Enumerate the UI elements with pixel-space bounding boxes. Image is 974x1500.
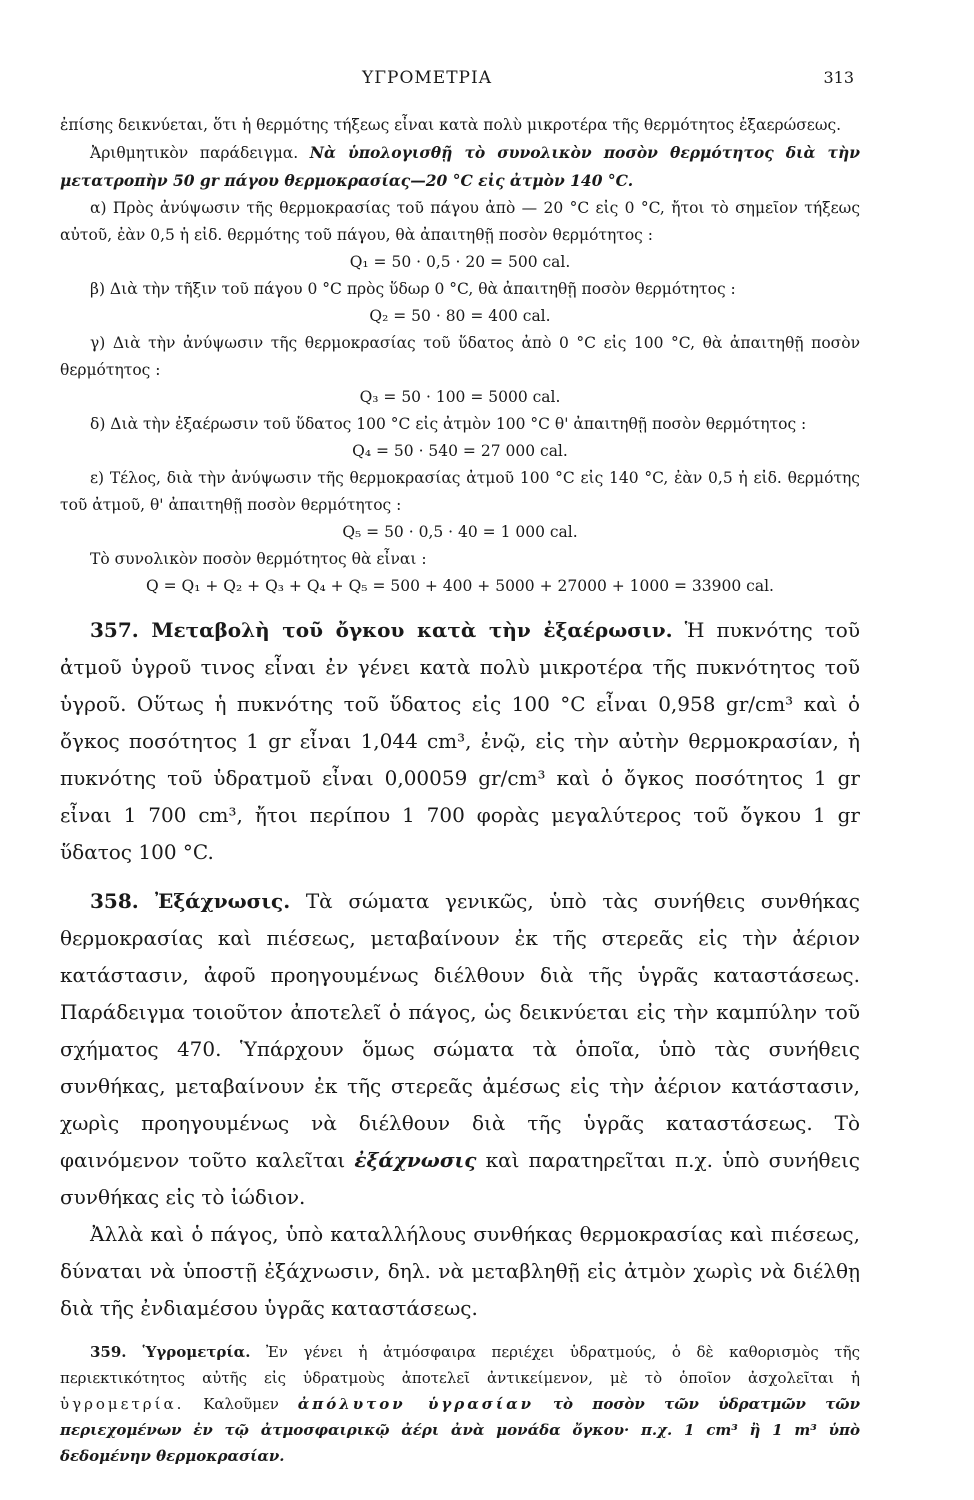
section-359-term: ὑγρομετρία. [60,1395,185,1413]
step-b-text: β) Διὰ τὴν τῆξιν τοῦ πάγου 0 °C πρὸς ὕδωρ 0 °C, θὰ ἀπαιτηθῇ ποσὸν θερμότητος : [90,280,736,298]
section-359-definition-term: ἀπόλυτον ὑγρασίαν [297,1395,535,1413]
step-e-text: ε) Τέλος, διὰ τὴν ἀνύψωσιν τῆς θερμοκρασίας ἀτμοῦ 100 °C εἰς 140 °C, ἐὰν 0,5 ἡ εἰδ. θερμότης τοῦ ἀτμοῦ, θ' ἀπαιτηθῇ ποσὸν θερμότητος : [60,469,860,514]
step-a-text: α) Πρὸς ἀνύψωσιν τῆς θερμοκρασίας τοῦ πάγου ἀπὸ — 20 °C εἰς 0 °C, ἤτοι τὸ σημεῖον τήξεως αὐτοῦ, ἐὰν 0,5 ἡ εἰδ. θερμότης τοῦ πάγου, θὰ ἀπαιτηθῇ ποσὸν θερμότητος : [60,199,860,244]
section-358-term: ἐξάχνωσις [354,1148,477,1172]
page-header [0,68,974,92]
total-text: Τὸ συνολικὸν ποσὸν θερμότητος θὰ εἶναι : [90,550,427,568]
section-359-text-1: Ἐν γένει ἡ ἀτμόσφαιρα περιέχει ὑδρατμούς, ὁ δὲ καθορισμὸς τῆς περιεκτικότητος αὐτῆς εἰς ὑδρατμοὺς ἀποτελεῖ ἀντικείμενον, μὲ τὸ ὁποῖον ἀσχολεῖται ἡ [60,1343,860,1387]
example-task: Νὰ ὑπολογισθῇ τὸ συνολικὸν ποσὸν θερμότητος διὰ τὴν μετατροπὴν 50 gr πάγου θερμοκρασίας—20 °C εἰς ἀτμὸν 140 °C. [60,143,860,190]
equation-q2: Q₂ = 50 · 80 = 400 cal. [369,307,551,325]
section-359 [60,1339,860,1469]
section-358-paragraph-2: Ἀλλὰ καὶ ὁ πάγος, ὑπὸ καταλλήλους συνθήκας θερμοκρασίας καὶ πιέσεως, δύναται νὰ ὑποστῇ ἐξάχνωσιν, δηλ. νὰ μεταβληθῇ εἰς ἀτμὸν χωρὶς νὰ διέλθῃ διὰ τῆς ἐνδιαμέσου ὑγρᾶς καταστάσεως. [60,1222,860,1320]
equation-q3: Q₃ = 50 · 100 = 5000 cal. [359,388,561,406]
example-lead: Ἀριθμητικὸν παράδειγμα. [90,144,299,162]
intro-paragraph: ἐπίσης δεικνύεται, ὅτι ἡ θερμότης τήξεως εἶναι κατὰ πολὺ μικροτέρα τῆς θερμότητος ἐξαερώσεως. [60,116,842,134]
step-c-text: γ) Διὰ τὴν ἀνύψωσιν τῆς θερμοκρασίας τοῦ ὕδατος ἀπὸ 0 °C εἰς 100 °C, θὰ ἀπαιτηθῇ ποσὸν θερμότητος : [60,334,860,379]
section-359-heading: 359. Ὑγρομετρία. [90,1343,251,1361]
section-358-text-after: καὶ παρατηρεῖται π.χ. ὑπὸ συνήθεις συνθήκας εἰς τὸ ἰώδιον. [60,1148,860,1209]
section-358-text: Τὰ σώματα γενικῶς, ὑπὸ τὰς συνήθεις συνθήκας θερμοκρασίας καὶ πιέσεως, μεταβαίνουν ἐκ τῆς στερεᾶς εἰς τὴν ἀέριον κατάστασιν, ἀφοῦ προηγουμένως διέλθουν διὰ τῆς ὑγρᾶς καταστάσεως. Παράδειγμα τοιοῦτον ἀποτελεῖ ὁ πάγος, ὡς δεικνύεται εἰς τὴν καμπύλην τοῦ σχήματος 470. Ὑπάρχουν ὅμως σώματα τὰ ὁποῖα, ὑπὸ τὰς συνήθεις συνθήκας, μεταβαίνουν ἐκ τῆς στερεᾶς ἀμέσως εἰς τὴν ἀέριον κατάστασιν, χωρὶς προηγουμένως νὰ διέλθουν διὰ τῆς ὑγρᾶς καταστάσεως. Τὸ φαινόμενον τοῦτο καλεῖται [60,889,860,1172]
equation-q5: Q₅ = 50 · 0,5 · 40 = 1 000 cal. [342,523,578,541]
example-paragraph [60,139,860,195]
running-title: ΥΓΡΟΜΕΤΡΙΑ [362,68,492,88]
section-357-text: Ἡ πυκνότης τοῦ ἀτμοῦ ὑγροῦ τινος εἶναι ἐν γένει κατὰ πολὺ μικροτέρα τῆς πυκνότητος τοῦ ὑγροῦ. Οὕτως ἡ πυκνότης τοῦ ὕδατος εἰς 100 °C εἶναι 0,958 gr/cm³ καὶ ὁ ὄγκος ποσότητος 1 gr εἶναι 1,044 cm³, ἐνῷ, εἰς τὴν αὐτὴν θερμοκρασίαν, ἡ πυκνότης τοῦ ὑδρατμοῦ εἶναι 0,00059 gr/cm³ καὶ ὁ ὄγκος ποσότητος 1 gr εἶναι 1 700 cm³, ἤτοι περίπου 1 700 φορὰς μεγαλύτερος τοῦ ὄγκου 1 gr ὕδατος 100 °C. [60,618,860,864]
section-357 [60,612,860,871]
step-d-text: δ) Διὰ τὴν ἐξαέρωσιν τοῦ ὕδατος 100 °C εἰς ἀτμὸν 100 °C θ' ἀπαιτηθῇ ποσὸν θερμότητος : [90,415,807,433]
page-number: 313 [823,68,854,87]
equation-q1: Q₁ = 50 · 0,5 · 20 = 500 cal. [349,253,571,271]
section-358-heading: 358. Ἐξάχνωσις. [90,889,291,913]
equation-total: Q = Q₁ + Q₂ + Q₃ + Q₄ + Q₅ = 500 + 400 + 5000 + 27000 + 1000 = 33900 cal. [146,577,774,595]
equation-q4: Q₄ = 50 · 540 = 27 000 cal. [352,442,568,460]
page-body [60,112,860,1469]
section-359-definition-text: τὸ ποσὸν τῶν ὑδρατμῶν τῶν περιεχομένων ἐν τῷ ἀτμοσφαιρικῷ ἀέρι ἀνὰ μονάδα ὄγκου· π.χ. 1 cm³ ἢ 1 m³ ὑπὸ δεδομένην θερμοκρασίαν. [60,1395,860,1465]
section-359-text-2: Καλοῦμεν [203,1395,279,1413]
section-358 [60,883,860,1216]
section-357-heading: 357. Μεταβολὴ τοῦ ὄγκου κατὰ τὴν ἐξαέρωσιν. [90,618,673,642]
